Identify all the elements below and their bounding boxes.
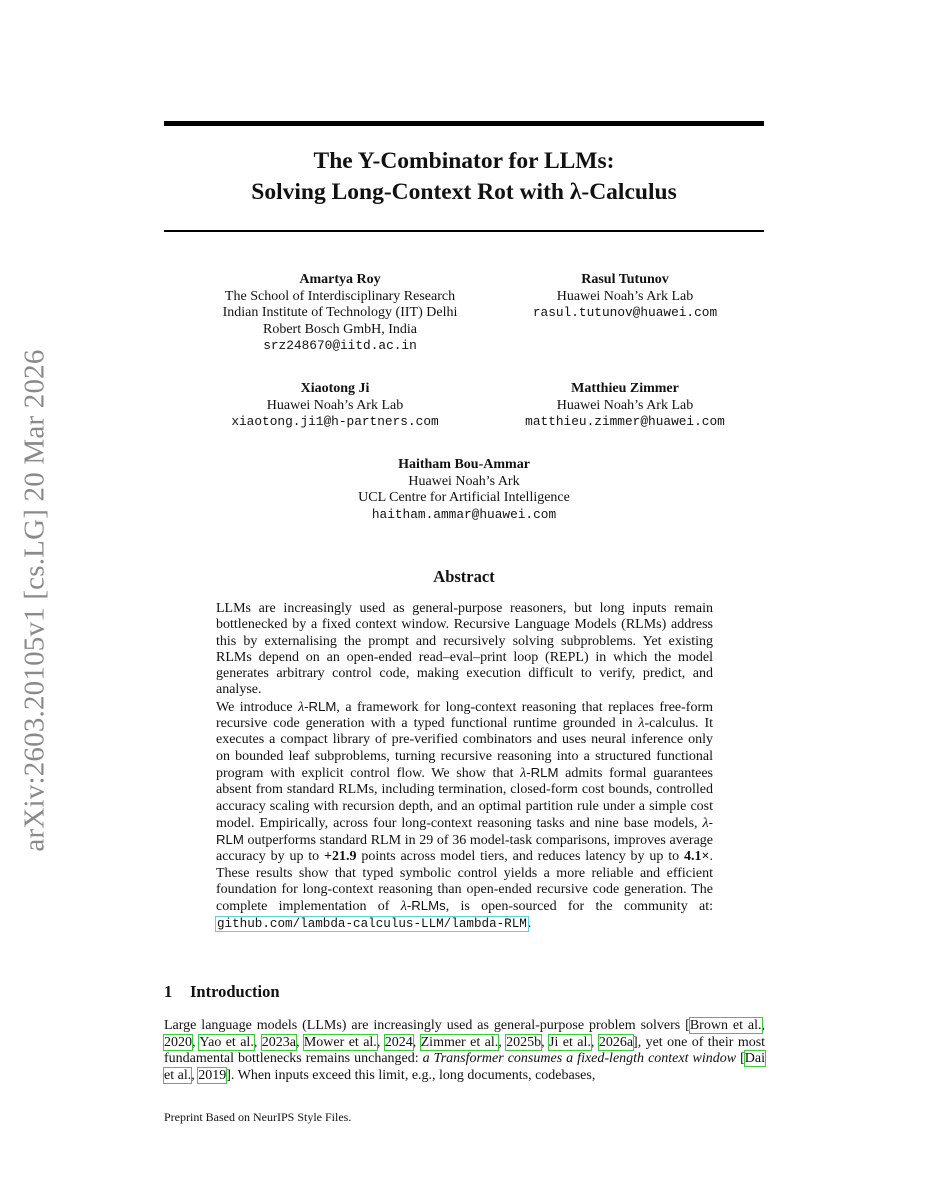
citation-link[interactable]: 2023a [261, 1034, 296, 1050]
citation-link[interactable]: 2020 [164, 1034, 192, 1050]
author-name: Amartya Roy [299, 272, 381, 287]
citation-link[interactable]: 2026a [598, 1034, 634, 1050]
text: -calculus. It executes a compact library of pre-verified combinators and uses neural inference only on bounded leaf subproblems, turning recursive reasoning into a structured functional program with explicit control flow. We show that [216, 716, 713, 781]
author-name: Haitham Bou-Ammar [398, 457, 530, 472]
author-email[interactable]: matthieu.zimmer@huawei.com [525, 414, 725, 429]
author-affiliation: Robert Bosch GmbH, India [263, 321, 417, 337]
text: , a framework for long-context reasoning that replaces free-form recursive code generation with a typed functional runtime grounded in [216, 699, 713, 732]
text: ], yet one of their most fundamental bottlenecks remains unchanged: [164, 1034, 766, 1066]
author-block [185, 381, 485, 431]
lambda-symbol: λ [400, 899, 407, 915]
arxiv-identifier-text: arXiv:2603.20105v1 [cs.LG] 20 Mar 2026 [18, 348, 51, 852]
text: admits formal guarantees absent from standard RLMs, including termination, closed-form cost bounds, controlled accuracy scaling with recursion depth, and an optimal partition rule under a simple cost model. Empirically, across four long-context reasoning tasks and nine base models, [216, 765, 713, 831]
lambda-symbol: λ [298, 699, 305, 715]
footer-note: Preprint Based on NeurIPS Style Files. [164, 1110, 352, 1124]
lambda-symbol: λ [638, 716, 645, 732]
author-name: Matthieu Zimmer [571, 381, 679, 396]
author-email[interactable]: xiaotong.ji1@h-partners.com [231, 414, 439, 429]
text: Large language models (LLMs) are increasingly used as general-purpose problem solvers [ [164, 1018, 690, 1033]
latency-gain: 4.1× [684, 849, 710, 865]
abstract-paragraph-1: LLMs are increasingly used as general-purpose reasoners, but long inputs remain bottlenecked by a fixed context window. Recursive Language Models (RLMs) address this by externalising the prompt and recursively solving subproblems. Yet existing RLMs depend on an open-ended read–eval–print loop (REPL) in which the model generates arbitrary control code, making execution difficult to verify, predict, and analyse. [216, 601, 713, 698]
author-affiliation: Huawei Noah’s Ark Lab [556, 288, 694, 304]
author-block [470, 381, 780, 431]
text: outperforms standard RLM in 29 of 36 model-task comparisons, improves average accuracy by up to [216, 833, 713, 865]
emphasized-text: a Transformer consumes a fixed-length context window [422, 1051, 737, 1066]
section-heading-introduction [164, 982, 280, 1002]
author-affiliation: Huawei Noah’s Ark Lab [266, 397, 404, 413]
section-title: Introduction [190, 982, 280, 1001]
lambda-symbol: λ [520, 765, 527, 781]
paper-title [164, 146, 764, 208]
author-email[interactable]: rasul.tutunov@huawei.com [532, 305, 718, 320]
introduction-body [164, 1018, 765, 1084]
citation-link[interactable]: Mower et al. [303, 1034, 377, 1050]
text: [ [736, 1051, 745, 1066]
author-email[interactable]: srz248670@iitd.ac.in [263, 338, 417, 353]
citation-link[interactable]: Brown et al. [689, 1018, 762, 1033]
section-number: 1 [164, 982, 173, 1001]
accuracy-gain: +21.9 [324, 849, 357, 865]
title-rule-bottom [164, 230, 764, 232]
author-block [195, 272, 485, 355]
text: . [527, 915, 532, 931]
author-block [480, 272, 770, 322]
citation-link[interactable]: 2019 [198, 1067, 227, 1083]
title-line-2: Solving Long-Context Rot with λ-Calculus [251, 179, 677, 205]
text: We introduce [216, 699, 299, 715]
author-email[interactable]: haitham.ammar@huawei.com [371, 506, 557, 522]
method-name: -RLM [526, 764, 559, 780]
author-affiliation: Huawei Noah’s Ark [408, 473, 520, 489]
author-affiliation: Indian Institute of Technology (IIT) Delhi [222, 305, 458, 320]
title-line-1: The Y-Combinator for LLMs: [313, 148, 615, 174]
abstract-heading: Abstract [433, 567, 495, 586]
repository-link[interactable]: github.com/lambda-calculus-LLM/lambda-RLM [217, 916, 527, 931]
lambda-symbol: λ [702, 815, 709, 831]
method-name: -RLMs [406, 898, 446, 914]
method-name: -RLM [216, 814, 713, 848]
author-name: Rasul Tutunov [581, 272, 669, 287]
citation-link[interactable]: Yao et al. [199, 1034, 254, 1050]
method-name: -RLM [304, 698, 337, 714]
abstract-body [216, 601, 713, 932]
author-affiliation: The School of Interdisciplinary Research [224, 288, 456, 304]
citation-link[interactable]: Ji et al. [549, 1034, 591, 1050]
arxiv-identifier [10, 330, 60, 870]
citation-link[interactable]: 2025b [506, 1034, 542, 1050]
citation-link[interactable]: 2024 [384, 1034, 413, 1050]
text: ]. When inputs exceed this limit, e.g., long documents, codebases, [226, 1067, 596, 1083]
author-affiliation: UCL Centre for Artificial Intelligence [358, 490, 570, 505]
author-name: Xiaotong Ji [300, 381, 370, 396]
introduction-paragraph: Large language models (LLMs) are increasingly used as general-purpose problem solvers [Brown et al., 2020, Yao et al., 2023a, Mower et al., 2024, Zimmer et al., 2025b, Ji et al., 2026a], yet one of their most fundamental bottlenecks remains unchanged: a Transformer consumes a fixed-length context window [Dai et al., 2019]. When inputs exceed this limit, e.g., long documents, codebases, [164, 1018, 766, 1083]
citation-link[interactable]: Zimmer et al. [420, 1034, 499, 1050]
citation-link[interactable]: Dai et al. [164, 1051, 765, 1083]
text: points across model tiers, and reduces latency by up to [356, 849, 685, 865]
author-block [314, 457, 614, 523]
author-affiliation: Huawei Noah’s Ark Lab [556, 397, 694, 413]
text: . These results show that typed symbolic control yields a more reliable and efficient foundation for long-context reasoning than open-ended recursive code generation. The complete implementation of [216, 849, 713, 915]
abstract-paragraph-2 [216, 699, 713, 932]
text: , is open-sourced for the community at: [445, 899, 714, 915]
title-rule-top [164, 121, 764, 126]
